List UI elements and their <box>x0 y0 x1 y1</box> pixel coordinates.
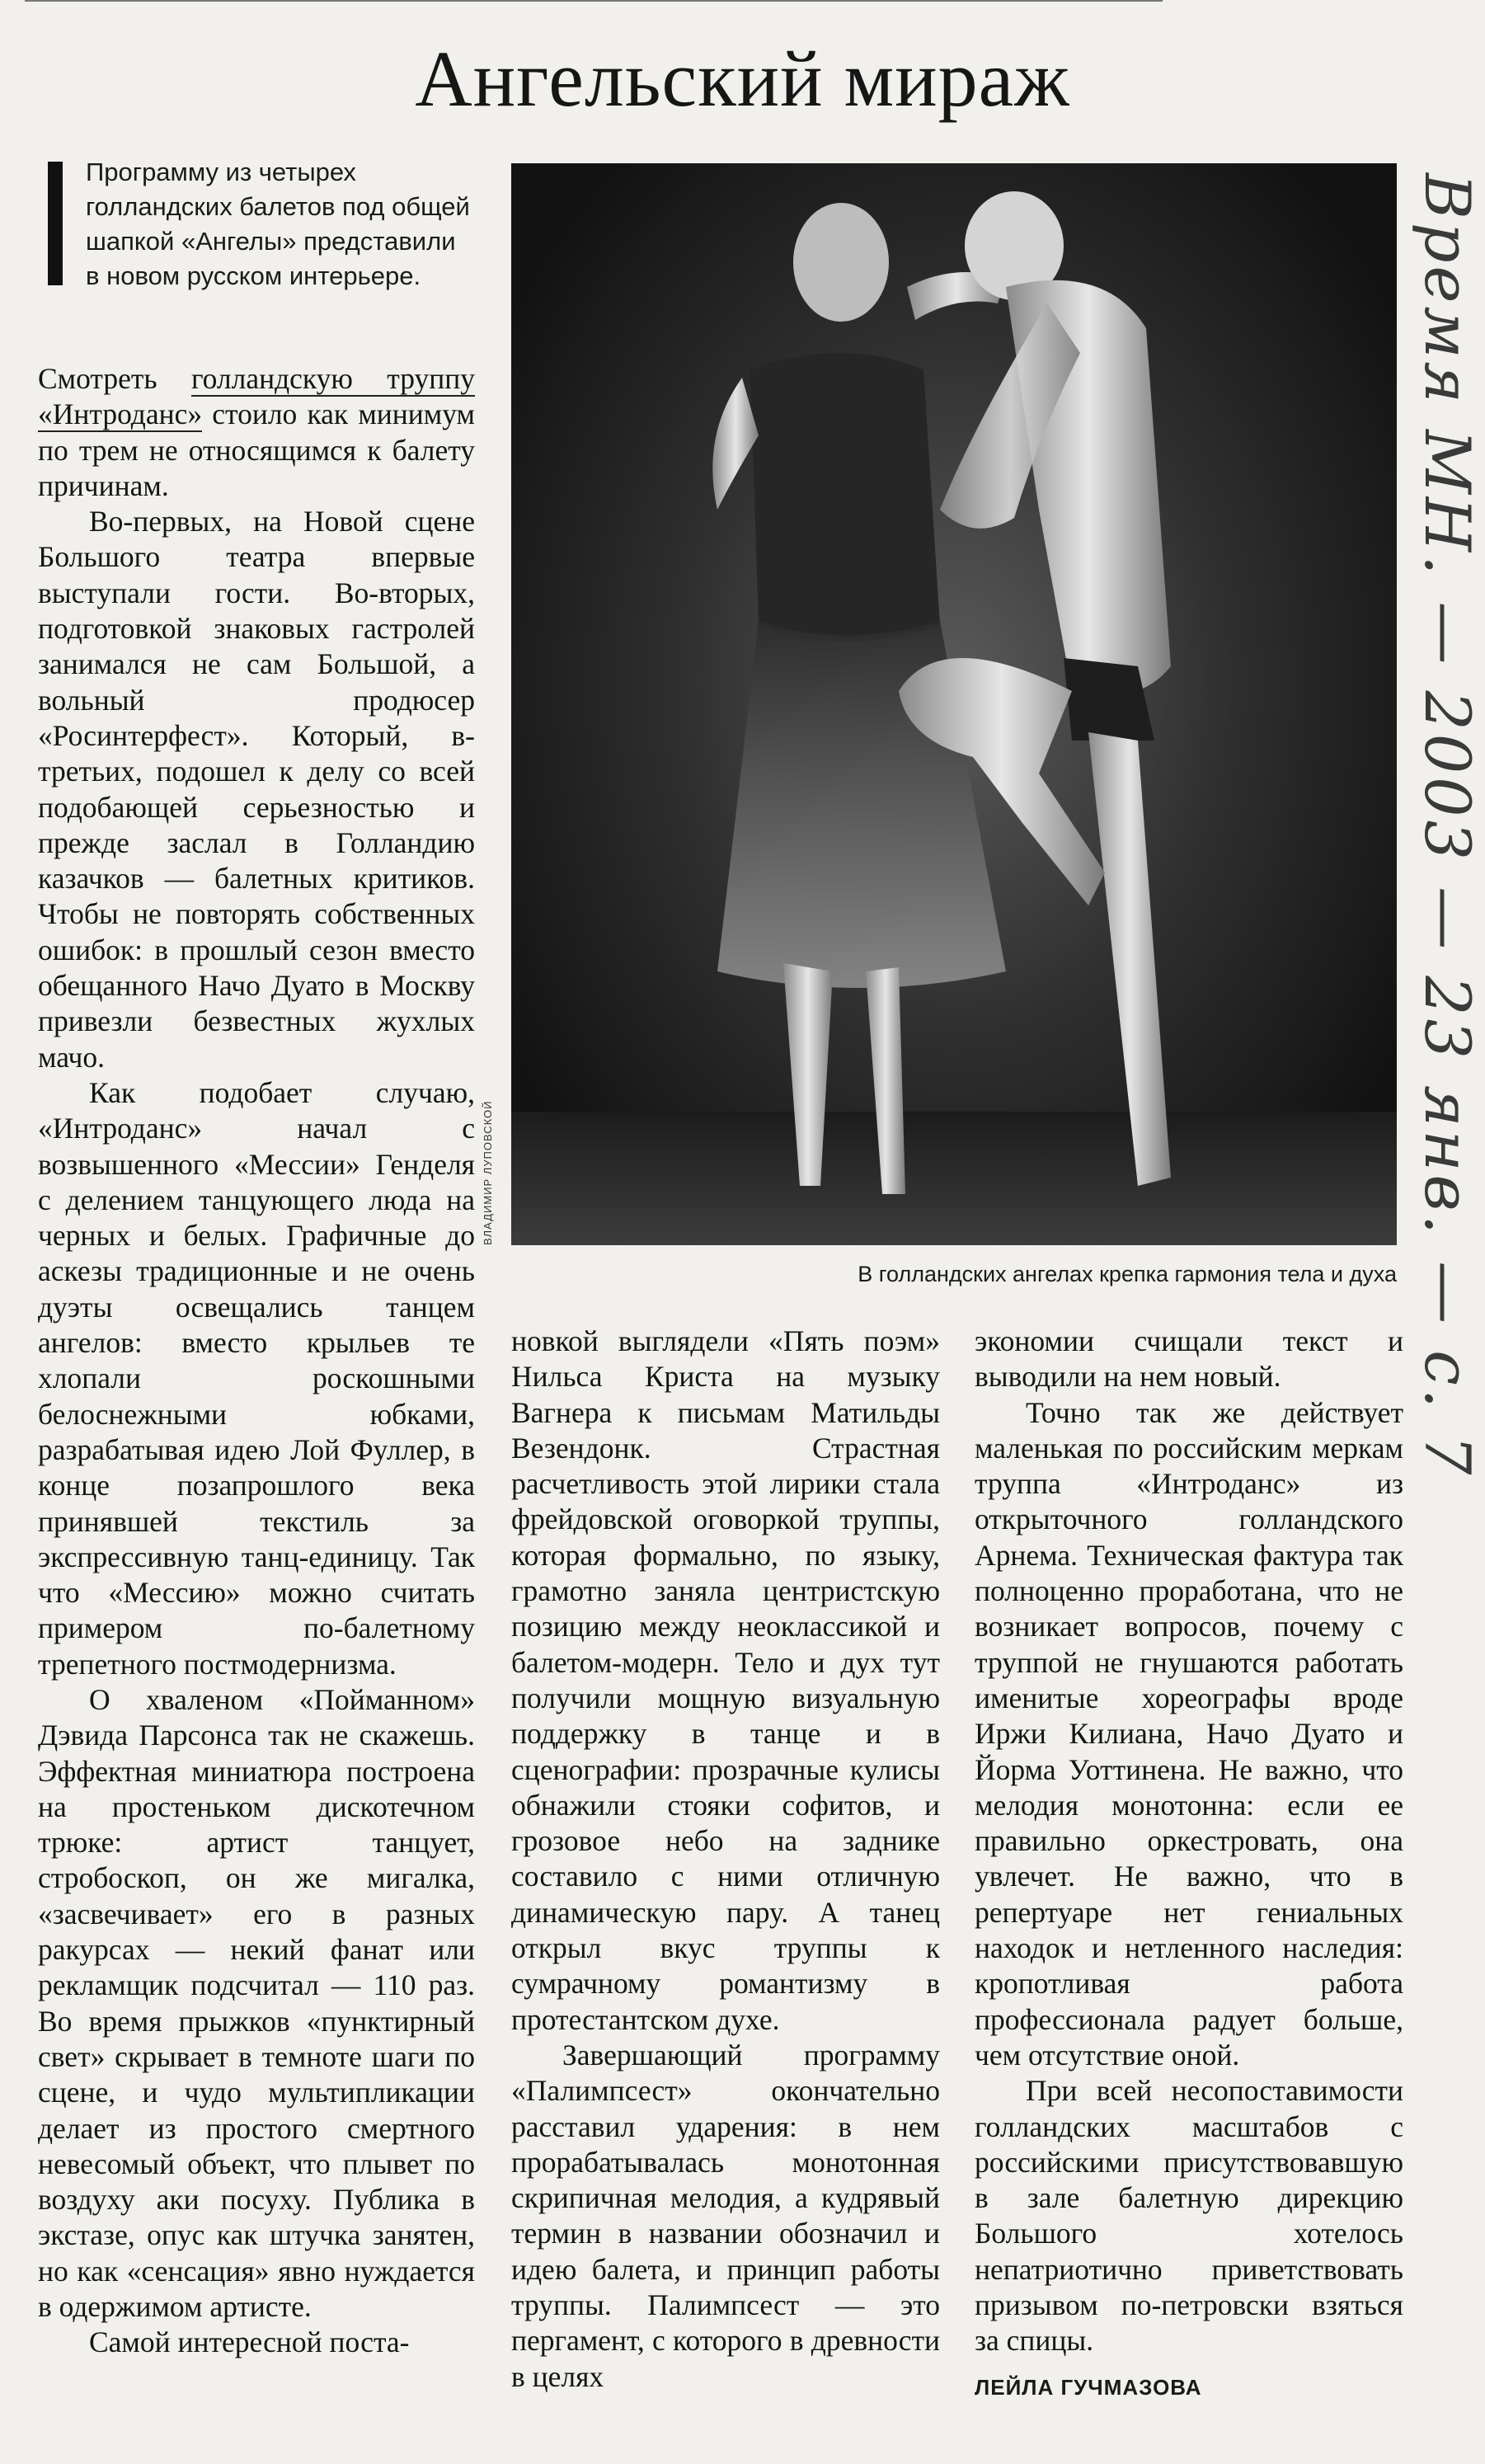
headline: Ангельский мираж <box>415 35 1070 123</box>
column-1 <box>38 361 475 2361</box>
paragraph: новкой выглядели «Пять поэм» Нильса Криста на музыку Вагнера к письмам Матильды Везендонк. Страстная расчетливость этой лирики стала фрейдовской оговоркой труппы, которая формально, по языку, грамотно заняла центристскую позицию между неоклассикой и балетом-модерн. Тело и дух тут получили мощную визуальную поддержку в танце и в сценографии: прозрачные кулисы обнажили стояки софитов, и грозовое небо на заднике составило с ними отличную динамическую пару. А танец открыл вкус труппы к сумрачному романтизму в протестантском духе. <box>511 1324 940 2036</box>
lead-paragraph: Программу из четырех голландских балетов под общей шапкой «Ангелы» представили в новом русском интерьере. <box>86 158 470 290</box>
paragraph <box>38 361 475 504</box>
paragraph: Самой интересной поста- <box>89 2325 410 2359</box>
column-3 <box>975 1324 1403 2359</box>
handwritten-note: Время МН. — 2003 — 23 янв. — с. 7 <box>1411 173 1484 1479</box>
author-byline: ЛЕЙЛА ГУЧМАЗОВА <box>975 2375 1202 2400</box>
paragraph: Во-первых, на Новой сцене Большого театра впервые выступали гости. Во-вторых, подготовкой знаковых гастролей занимался не сам Большой, а вольный продюсер «Росинтерфест». Который, в-третьих, подошел к делу со всей подобающей серьезностью и прежде заслал в Голландию казачков — балетных критиков. Чтобы не повторять собственных ошибок: в прошлый сезон вместо обещанного Начо Дуато в Москву привезли безвестных жухлых мачо. <box>38 505 475 1074</box>
paragraph: Точно так же действует маленькая по российским меркам труппа «Интроданс» из открыточного голландского Арнема. Техническая фактура так полноценно проработана, что не возникает вопросов, почему с труппой не гнушаются работать именитые хореографы вроде Иржи Килиана, Начо Дуато и Йорма Уоттинена. Не важно, что мелодия монотонна: если ее правильно оркестровать, она увлечет. Не важно, что в репертуаре нет гениальных находок и нетленного наследия: кропотливая работа профессионала радует больше, чем отсутствие оной. <box>975 1395 1403 2071</box>
text-fragment: стоило как минимум по трем не относящимся к балету причинам. <box>38 397 475 502</box>
top-rule <box>25 0 1163 7</box>
paragraph: О хваленом «Пойманном» Дэвида Парсонса так не скажешь. Эффектная миниатюра построена на простеньком дискотечном трюке: артист танцует, стробоскоп, он же мигалка, «засвечивает» его в разных ракурсах — некий фанат или рекламщик подсчитал — 110 раз. Во время прыжков «пунктирный свет» скрывает в темноте шаги по сцене, и чудо мультипликации делает из простого смертного невесомый объект, что плывет по воздуху аки посуху. Публика в экстазе, опус как штучка занятен, но как «сенсация» явно нуждается в одержимом артисте. <box>38 1682 475 2324</box>
paragraph: Как подобает случаю, «Интроданс» начал с возвышенного «Мессии» Генделя с делением танцующего люда на черных и белых. Графичные до аскезы традиционные и не очень дуэты освещались танцем ангелов: вместо крыльев те хлопали роскошными белоснежными юбками, разрабатывая идею Лой Фуллер, в конце позапрошлого века принявшей текстиль за экспрессивную танц-единицу. Так что «Мессию» можно считать примером по-балетному трепетного постмодернизма. <box>38 1075 475 1681</box>
column-2 <box>511 1324 940 2395</box>
text-fragment: Смотреть <box>38 362 191 395</box>
paragraph: Завершающий программу «Палимпсест» окончательно расставил ударения: в нем прорабатывалась монотонная скрипичная мелодия, а кудрявый термин в названии обозначил и идею балета, и принцип работы труппы. Палимпсест — это пергамент, с которого в древности в целях <box>511 2038 940 2393</box>
dancers-illustration <box>511 163 1397 1245</box>
paragraph: экономии счищали текст и выводили на нем новый. <box>975 1324 1403 1394</box>
photo-credit: ВЛАДИМИР ЛУПОВСКОЙ <box>482 1100 494 1245</box>
paragraph: При всей несопоставимости голландских масштабов с российскими присутствовавшую в зале балетную дирекцию Большого хотелось непатриотично приветствовать призывом по-петровски взяться за спицы. <box>975 2074 1403 2358</box>
photo-caption: В голландских ангелах крепка гармония тела и духа <box>858 1262 1397 1286</box>
ballet-photo <box>511 163 1397 1245</box>
underlined-text: голландскую труппу «Интроданс» <box>38 362 475 431</box>
lead-bar <box>48 162 63 285</box>
